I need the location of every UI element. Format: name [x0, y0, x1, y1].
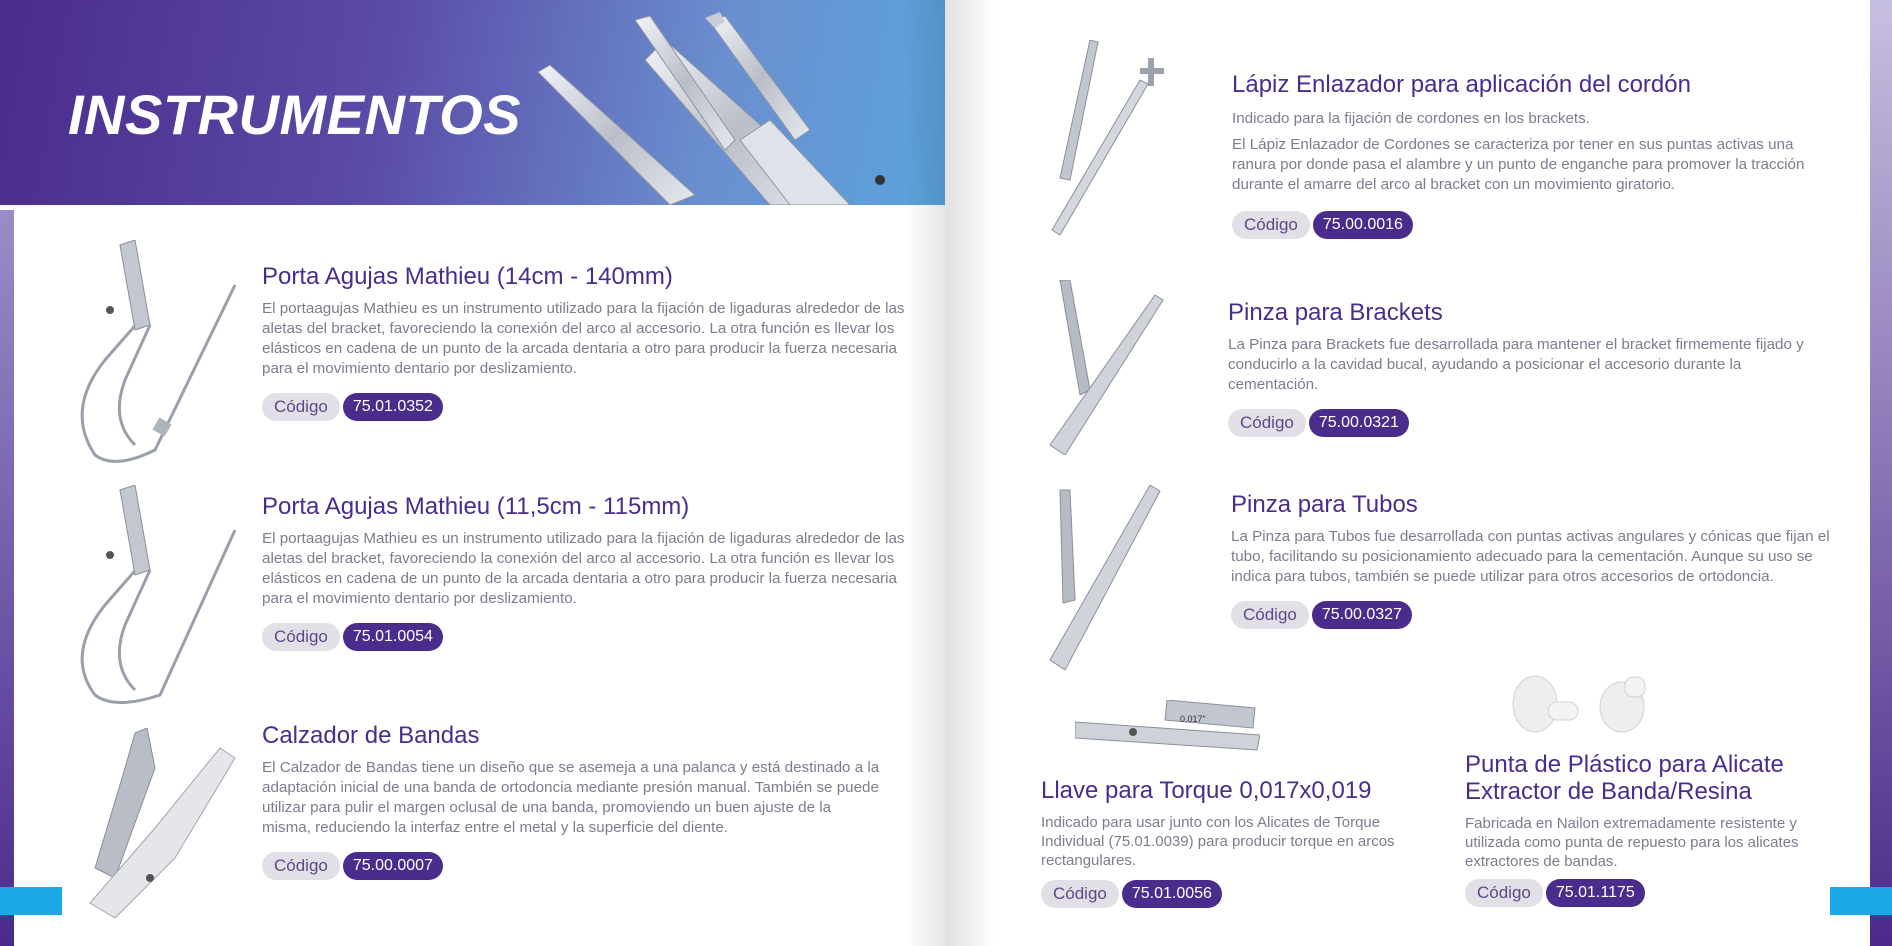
product-code — [262, 623, 922, 651]
product-needle-holder-14cm — [262, 264, 922, 421]
code-label: Código — [262, 852, 340, 880]
ligature-pencil-image — [1030, 40, 1175, 240]
product-code — [1041, 880, 1401, 908]
left-side-strip — [0, 210, 14, 946]
code-value: 75.01.0352 — [343, 393, 443, 421]
product-indication: Indicado para la fijación de cordones en los brackets. — [1232, 109, 1590, 127]
code-label: Código — [262, 623, 340, 651]
page-title: INSTRUMENTOS — [68, 83, 521, 146]
code-label: Código — [1231, 601, 1309, 629]
code-label: Código — [1228, 409, 1306, 437]
code-value: 75.00.0327 — [1312, 601, 1412, 629]
right-side-strip — [1870, 0, 1892, 946]
band-seater-image — [75, 728, 245, 918]
product-title: Pinza para Brackets — [1228, 299, 1443, 326]
product-description: El portaagujas Mathieu es un instrumento utilizado para la fijación de ligaduras alrededor de las aletas del bracket, favoreciendo la conexión del arco al accesorio. La otra función es llevar los elásticos en cadena de un punto de la arcada dentaria a otro para producir la fuerza necesaria para el movimiento dentario por deslizamiento. — [262, 529, 905, 607]
tube-tweezers-image — [1045, 485, 1165, 670]
product-description: El Lápiz Enlazador de Cordones se caracteriza por tener en sus puntas activas una ranura por donde pasa el alambre y un punto de enganche para promover la tracción durante el amarre del arco al bracket con un movimiento giratorio. — [1232, 135, 1805, 193]
torque-key-image — [1075, 700, 1260, 765]
product-description: Fabricada en Nailon extremadamente resistente y utilizada como punta de repuesto para los alicates extractores de bandas. — [1465, 814, 1799, 870]
product-title: Calzador de Bandas — [262, 722, 480, 749]
right-gutter-shadow — [945, 0, 995, 946]
product-title: Porta Agujas Mathieu (14cm - 140mm) — [262, 263, 673, 290]
product-title: Llave para Torque 0,017x0,019 — [1041, 777, 1372, 804]
plastic-tips-image — [1510, 672, 1655, 742]
right-page — [945, 0, 1892, 946]
left-page-tab — [0, 887, 62, 915]
product-code — [1228, 409, 1828, 437]
banner-tweezers-illustration — [520, 0, 945, 205]
product-title: Pinza para Tubos — [1231, 491, 1418, 518]
product-description: El portaagujas Mathieu es un instrumento utilizado para la fijación de ligaduras alrededor de las aletas del bracket, favoreciendo la conexión del arco al accesorio. La otra función es llevar los elásticos en cadena de un punto de la arcada dentaria a otro para producir la fuerza necesaria para el movimiento dentario por deslizamiento. — [262, 299, 905, 377]
product-tube-tweezers — [1231, 492, 1831, 629]
code-value: 75.01.0056 — [1122, 880, 1222, 908]
code-label: Código — [1232, 211, 1310, 239]
product-description: Indicado para usar junto con los Alicates de Torque Individual (75.01.0039) para producir torque en arcos rectangulares. — [1041, 813, 1395, 869]
code-value: 75.00.0007 — [343, 852, 443, 880]
product-title: Porta Agujas Mathieu (11,5cm - 115mm) — [262, 493, 690, 520]
product-title: Lápiz Enlazador para aplicación del cordón — [1232, 71, 1691, 98]
code-value: 75.01.1175 — [1546, 879, 1645, 907]
product-description: La Pinza para Tubos fue desarrollada con puntas activas angulares y cónicas que fijan el tubo, facilitando su posicionamiento adecuado para la cementación. Aunque su uso se indica para tubos, también se puede utilizar para otros accesorios de ortodoncia. — [1231, 527, 1830, 585]
product-needle-holder-115cm — [262, 494, 922, 651]
left-gutter-shadow — [905, 0, 945, 946]
code-value: 75.00.0321 — [1309, 409, 1409, 437]
needle-holder-14cm-image — [65, 240, 245, 465]
needle-holder-115cm-image — [65, 485, 245, 710]
code-value: 75.01.0054 — [343, 623, 443, 651]
code-label: Código — [1465, 879, 1543, 907]
product-description: El Calzador de Bandas tiene un diseño que se asemeja a una palanca y está destinado a la adaptación inicial de una banda de ortodoncia mediante presión manual. También se puede utilizar para pulir el margen oclusal de una banda, promoviendo un buen ajuste de la misma, reduciendo la interfaz entre el metal y la superficie del diente. — [262, 758, 880, 836]
product-code — [1465, 879, 1845, 907]
bracket-tweezers-image — [1045, 280, 1165, 455]
torque-key-engraving: 0.017" — [1180, 714, 1206, 724]
code-label: Código — [262, 393, 340, 421]
code-value: 75.00.0016 — [1313, 211, 1413, 239]
product-code — [262, 393, 922, 421]
product-title: Punta de Plástico para Alicate Extractor de Banda/Resina — [1465, 751, 1784, 805]
header-banner — [0, 0, 945, 205]
left-page — [0, 0, 945, 946]
product-bracket-tweezers — [1228, 300, 1828, 437]
product-code — [262, 852, 922, 880]
product-code — [1232, 211, 1832, 239]
product-ligature-pencil — [1232, 72, 1832, 239]
product-band-seater — [262, 723, 922, 880]
product-description: La Pinza para Brackets fue desarrollada para mantener el bracket firmemente fijado y conducirlo a la cavidad bucal, ayudando a posicionar el accesorio durante la cementación. — [1228, 335, 1804, 393]
code-label: Código — [1041, 880, 1119, 908]
product-plastic-tip — [1465, 752, 1845, 907]
product-code — [1231, 601, 1831, 629]
product-torque-key — [1041, 778, 1401, 908]
